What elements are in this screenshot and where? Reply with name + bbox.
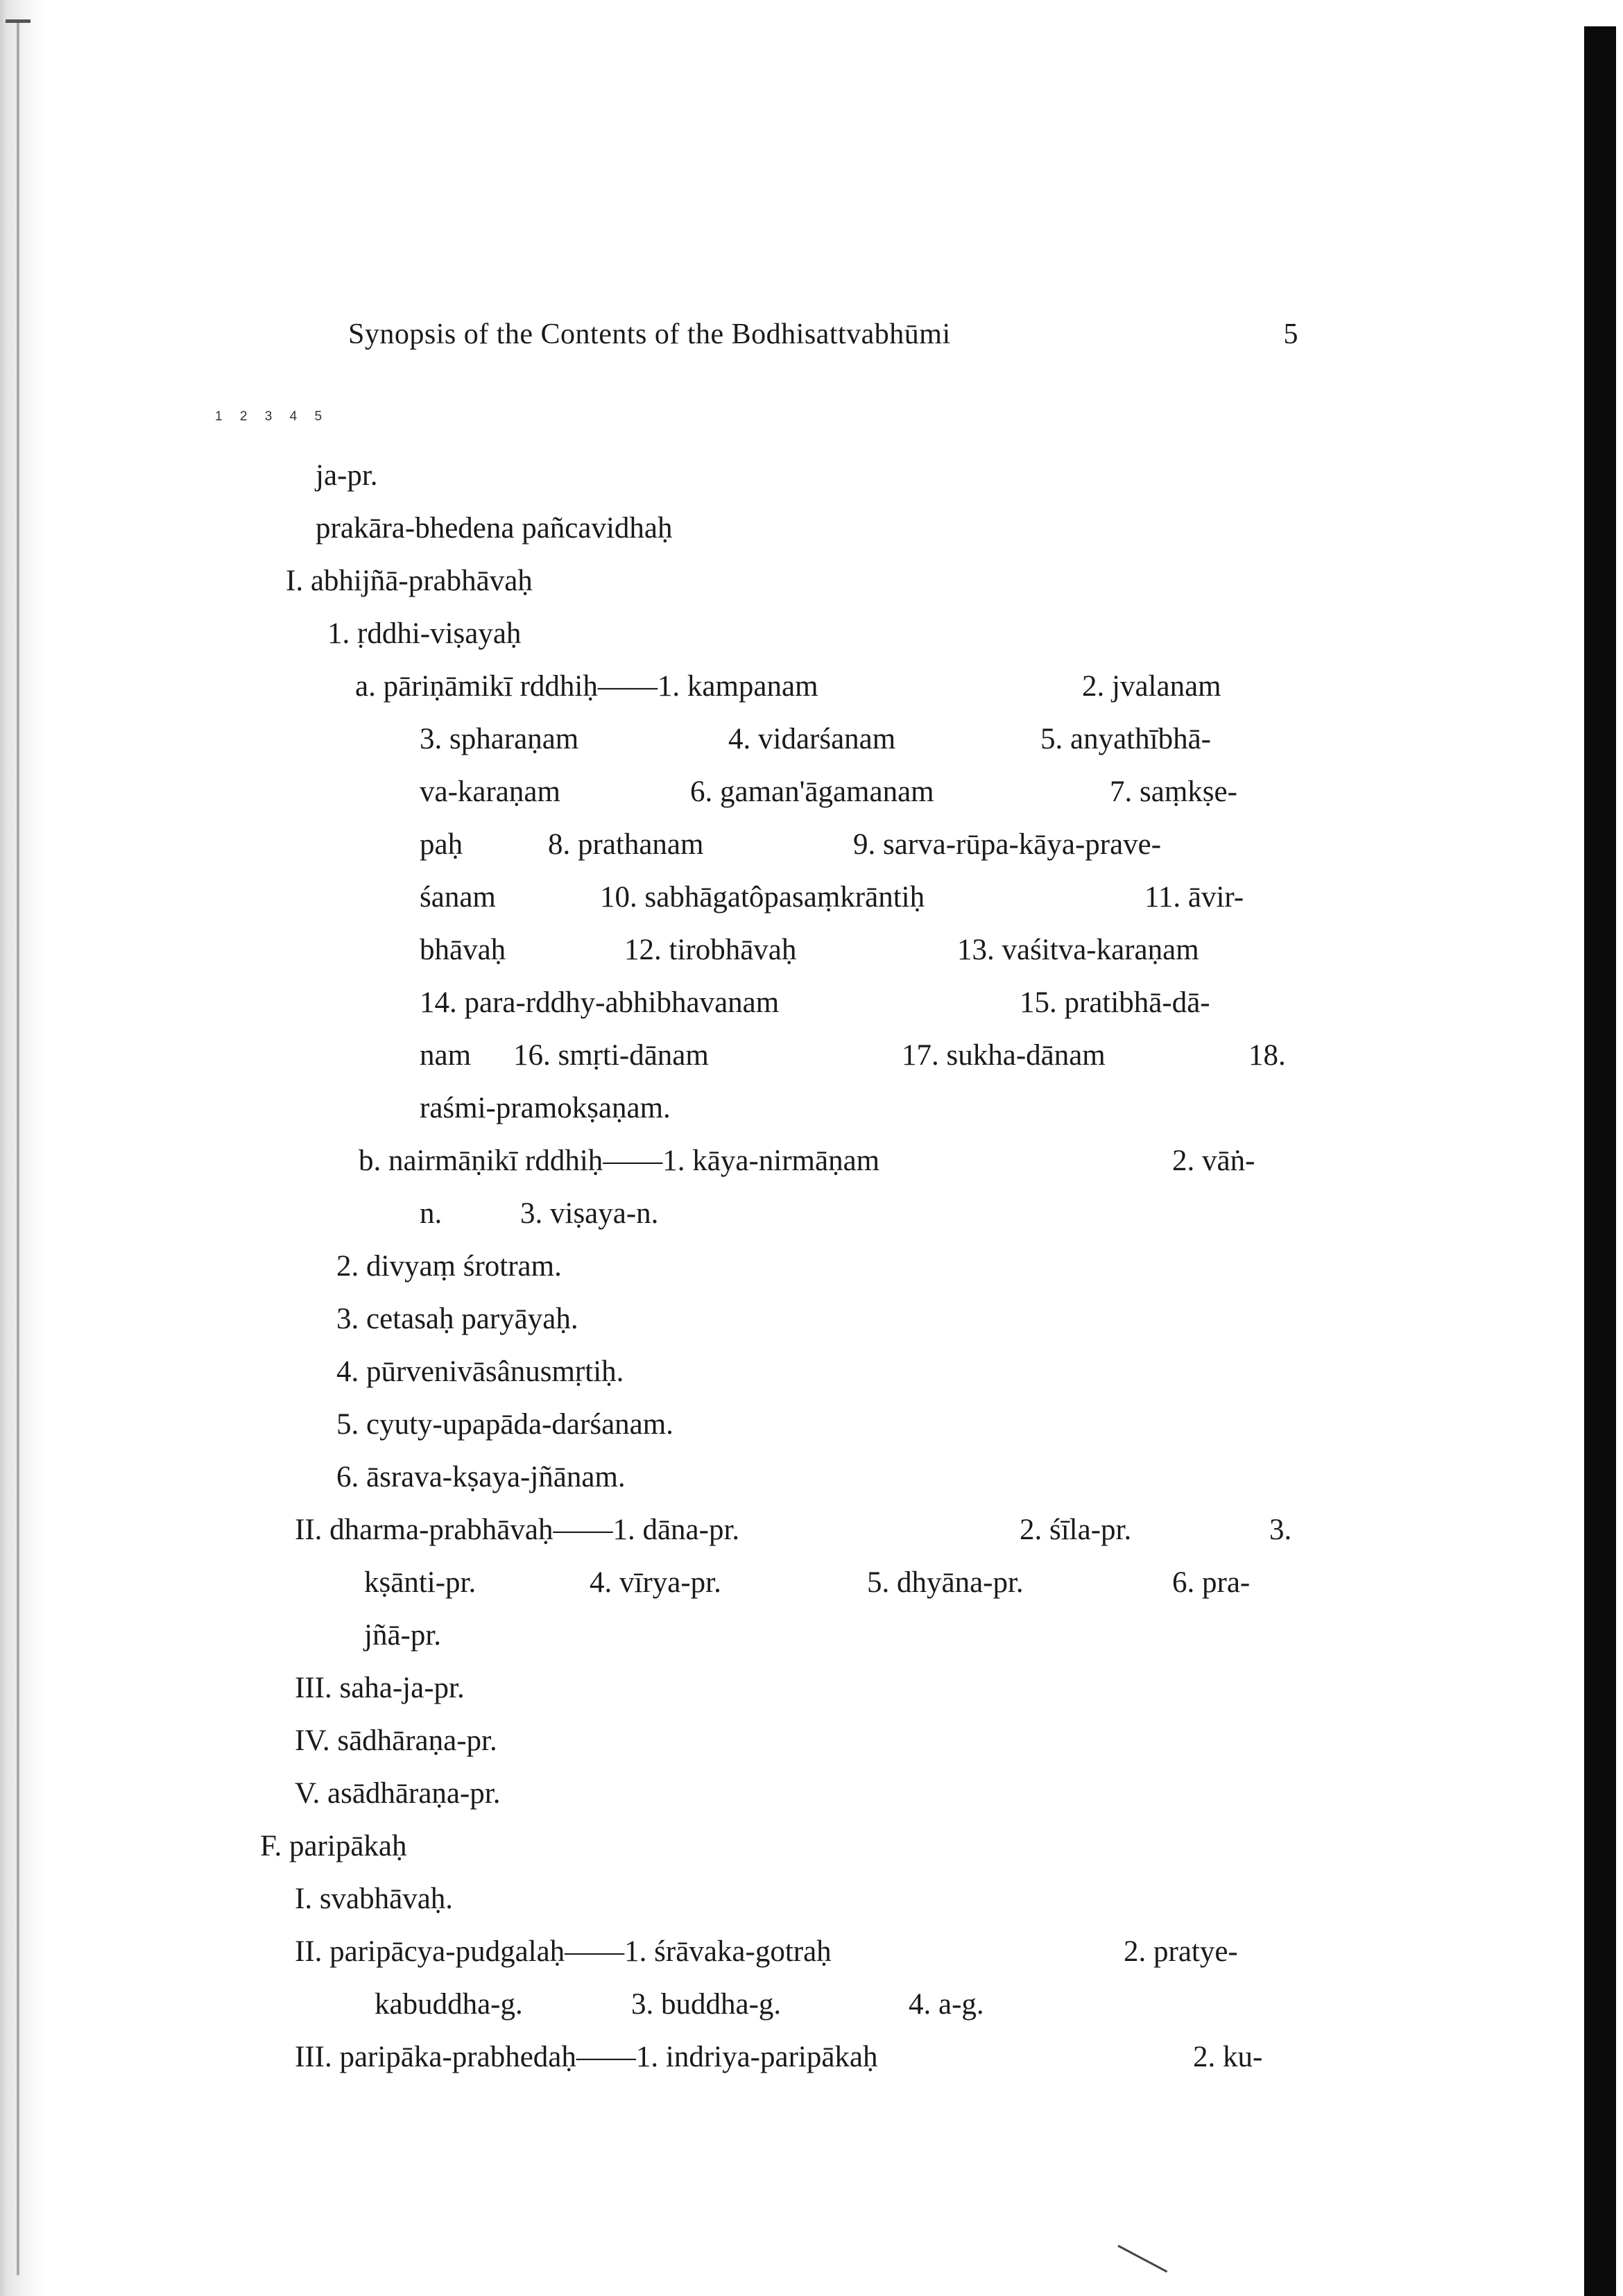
text-segment: 5. dhyāna-pr. — [867, 1566, 1024, 1599]
text-line: 5. cyuty-upapāda-darśanam. — [336, 1408, 673, 1441]
text-line: prakāra-bhedena pañcavidhaḥ — [316, 512, 673, 545]
text-segment: 3. — [1269, 1514, 1292, 1546]
column-number: 4 — [289, 409, 299, 424]
text-line: 3. spharaṇam — [420, 723, 579, 755]
text-line: a. pāriṇāmikī rddhiḥ——1. kampanam — [355, 670, 818, 703]
header-title: Synopsis of the Contents of the Bodhisattvabhūmi — [348, 318, 951, 350]
text-segment: 15. pratibhā-dā- — [1020, 986, 1210, 1019]
text-line: 1. ṛddhi-viṣayaḥ — [327, 617, 522, 650]
text-segment: 12. tirobhāvaḥ — [624, 934, 797, 966]
text-line: kṣānti-pr. — [364, 1566, 476, 1599]
text-segment: 16. smṛti-dānam — [513, 1039, 709, 1072]
text-segment: 18. — [1248, 1039, 1286, 1072]
text-line: jñā-pr. — [364, 1619, 442, 1652]
text-line: 14. para-rddhy-abhibhavanam — [420, 986, 780, 1019]
text-line: paḥ — [420, 828, 463, 861]
running-header — [348, 314, 1298, 355]
text-line: I. svabhāvaḥ. — [295, 1883, 454, 1915]
text-line: śanam — [420, 881, 496, 914]
text-line: nam — [420, 1039, 472, 1072]
column-number-row — [215, 409, 388, 437]
text-line: V. asādhāraṇa-pr. — [295, 1777, 501, 1810]
text-line: kabuddha-g. — [375, 1988, 523, 2021]
text-segment: 4. vīrya-pr. — [590, 1566, 721, 1599]
text-segment: 6. gaman'āgamanam — [690, 776, 934, 808]
text-segment: 5. anyathībhā- — [1040, 723, 1211, 755]
text-segment: 17. sukha-dānam — [902, 1039, 1106, 1072]
text-segment: 2. pratye- — [1124, 1935, 1238, 1968]
text-segment: 3. buddha-g. — [631, 1988, 782, 2021]
text-line: va-karaṇam — [420, 776, 560, 808]
text-line: b. nairmāṇikī rddhiḥ——1. kāya-nirmāṇam — [359, 1145, 880, 1177]
text-segment: 4. vidarśanam — [728, 723, 896, 755]
text-line: IV. sādhāraṇa-pr. — [295, 1724, 497, 1757]
text-line: 4. pūrvenivāsânusmṛtiḥ. — [336, 1355, 624, 1388]
text-line: III. saha-ja-pr. — [295, 1672, 465, 1704]
column-number: 3 — [264, 409, 274, 424]
text-segment: 8. prathanam — [548, 828, 704, 861]
text-segment: 9. sarva-rūpa-kāya-prave- — [853, 828, 1162, 861]
text-segment: 11. āvir- — [1144, 881, 1244, 914]
text-line: bhāvaḥ — [420, 934, 506, 966]
text-line: II. paripācya-pudgalaḥ——1. śrāvaka-gotraḥ — [295, 1935, 832, 1968]
text-segment: 6. pra- — [1172, 1566, 1251, 1599]
text-segment: 4. a-g. — [909, 1988, 984, 2021]
text-segment: 2. vāṅ- — [1172, 1145, 1255, 1177]
text-line: 2. divyaṃ śrotram. — [336, 1250, 562, 1283]
text-line: III. paripāka-prabhedaḥ——1. indriya-paripākaḥ — [295, 2041, 878, 2073]
column-number: 2 — [239, 409, 249, 424]
text-line: n. — [420, 1197, 443, 1230]
text-segment: 7. saṃkṣe- — [1110, 776, 1237, 808]
column-number: 1 — [215, 409, 224, 424]
text-line: 6. āsrava-kṣaya-jñānam. — [336, 1461, 626, 1493]
text-line: ja-pr. — [316, 459, 378, 492]
text-segment: 13. vaśitva-karaṇam — [957, 934, 1199, 966]
text-line: raśmi-pramokṣaṇam. — [420, 1092, 671, 1124]
text-line: 3. cetasaḥ paryāyaḥ. — [336, 1303, 578, 1335]
text-line: F. paripākaḥ — [260, 1830, 407, 1862]
text-segment: 2. śīla-pr. — [1020, 1514, 1132, 1546]
page-number: 5 — [1283, 318, 1298, 350]
text-line: II. dharma-prabhāvaḥ——1. dāna-pr. — [295, 1514, 740, 1546]
text-segment: 2. ku- — [1193, 2041, 1263, 2073]
text-line: I. abhijñā-prabhāvaḥ — [286, 565, 533, 597]
text-segment: 10. sabhāgatôpasaṃkrāntiḥ — [600, 881, 925, 914]
text-segment: 2. jvalanam — [1082, 670, 1221, 703]
column-number: 5 — [314, 409, 324, 424]
text-segment: 3. viṣaya-n. — [520, 1197, 659, 1230]
